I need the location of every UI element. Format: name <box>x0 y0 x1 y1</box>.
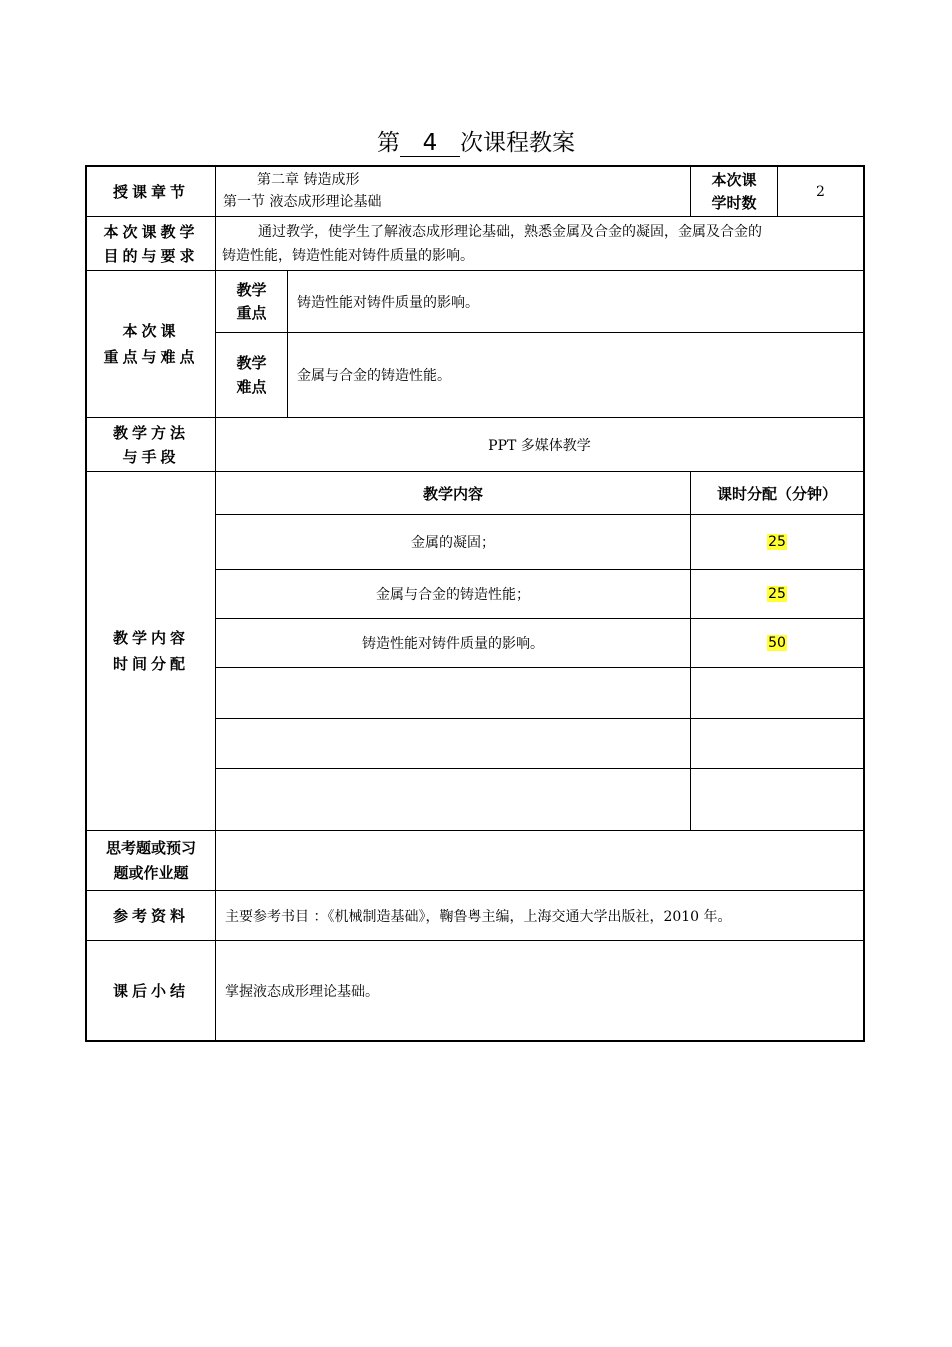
methods-value: PPT 多媒体教学 <box>488 437 591 454</box>
schedule-row-2-minutes: 25 <box>768 586 786 602</box>
difficulty-label-line-2: 难点 <box>236 378 267 396</box>
schedule-header-content: 教学内容 <box>422 484 483 503</box>
title-prefix: 第 <box>377 130 400 156</box>
schedule-row-1-time <box>691 515 863 569</box>
objectives-text <box>222 220 862 268</box>
homework-label-line-2: 题或作业题 <box>113 863 189 882</box>
methods-label-line-1: 教学方法 <box>112 423 189 442</box>
title-suffix: 次课程教案 <box>460 130 575 156</box>
focus-label <box>216 271 287 332</box>
references-label: 参考资料 <box>112 907 189 925</box>
hours-label-line-2: 学时数 <box>711 193 757 212</box>
schedule-row-3-minutes: 50 <box>768 635 786 651</box>
focus-label-line-1: 教学 <box>236 280 267 299</box>
chapter-line-2: 第一节 液态成形理论基础 <box>223 194 382 210</box>
objectives-label-line-2: 目的与要求 <box>103 246 199 265</box>
references-value: 主要参考书目 ：《机械制造基础》，鞠鲁粤主编，上海交通大学出版社，2010 年。 <box>225 908 732 925</box>
focus-text: 铸造性能对铸件质量的影响。 <box>297 294 479 311</box>
page-title <box>0 124 952 157</box>
schedule-label-line-1: 教学内容 <box>112 629 189 647</box>
schedule-label-line-2: 时间分配 <box>112 655 189 673</box>
chapter-line-1: 第二章 铸造成形 <box>257 172 360 188</box>
summary-label: 课后小结 <box>112 982 189 1000</box>
difficulty-label-line-1: 教学 <box>236 354 267 372</box>
schedule-header-time: 课时分配（分钟） <box>716 484 837 503</box>
schedule-label <box>87 472 215 830</box>
schedule-row-4-content <box>216 668 690 718</box>
summary-value: 掌握液态成形理论基础。 <box>225 983 379 1000</box>
schedule-row-3-content: 铸造性能对铸件质量的影响。 <box>362 636 544 652</box>
focus-label-line-2: 重点 <box>236 303 267 322</box>
objectives-line-2: 铸造性能，铸造性能对铸件质量的影响。 <box>222 248 474 264</box>
schedule-row-3-time <box>691 619 863 667</box>
hours-label <box>691 167 777 216</box>
schedule-row-6-content <box>216 769 690 830</box>
homework-value <box>225 831 855 890</box>
hours-label-line-1: 本次课 <box>711 170 757 189</box>
difficulty-text: 金属与合金的铸造性能。 <box>297 368 451 384</box>
chapter-info <box>223 169 688 215</box>
schedule-row-2-content: 金属与合金的铸造性能； <box>376 587 530 603</box>
key-points-label <box>87 271 215 417</box>
schedule-row-1-minutes: 25 <box>768 534 786 550</box>
homework-label <box>87 831 215 890</box>
key-points-label-line-2: 重点与难点 <box>103 348 199 366</box>
lesson-number: 4 <box>400 130 460 157</box>
objectives-label <box>87 217 215 270</box>
objectives-label-line-1: 本次课教学 <box>103 222 199 241</box>
hours-value: 2 <box>816 183 825 200</box>
schedule-row-2-time <box>691 570 863 618</box>
chapter-label: 授课章节 <box>112 183 189 201</box>
schedule-row-1-content: 金属的凝固； <box>411 535 495 551</box>
methods-label <box>87 418 215 471</box>
difficulty-label <box>216 333 287 417</box>
methods-label-line-2: 与手段 <box>122 447 180 466</box>
key-points-label-line-1: 本次课 <box>122 322 180 340</box>
homework-label-line-1: 思考题或预习 <box>105 838 196 857</box>
objectives-line-1: 通过教学，使学生了解液态成形理论基础，熟悉金属及合金的凝固，金属及合金的 <box>258 224 762 240</box>
schedule-row-5-content <box>216 719 690 768</box>
